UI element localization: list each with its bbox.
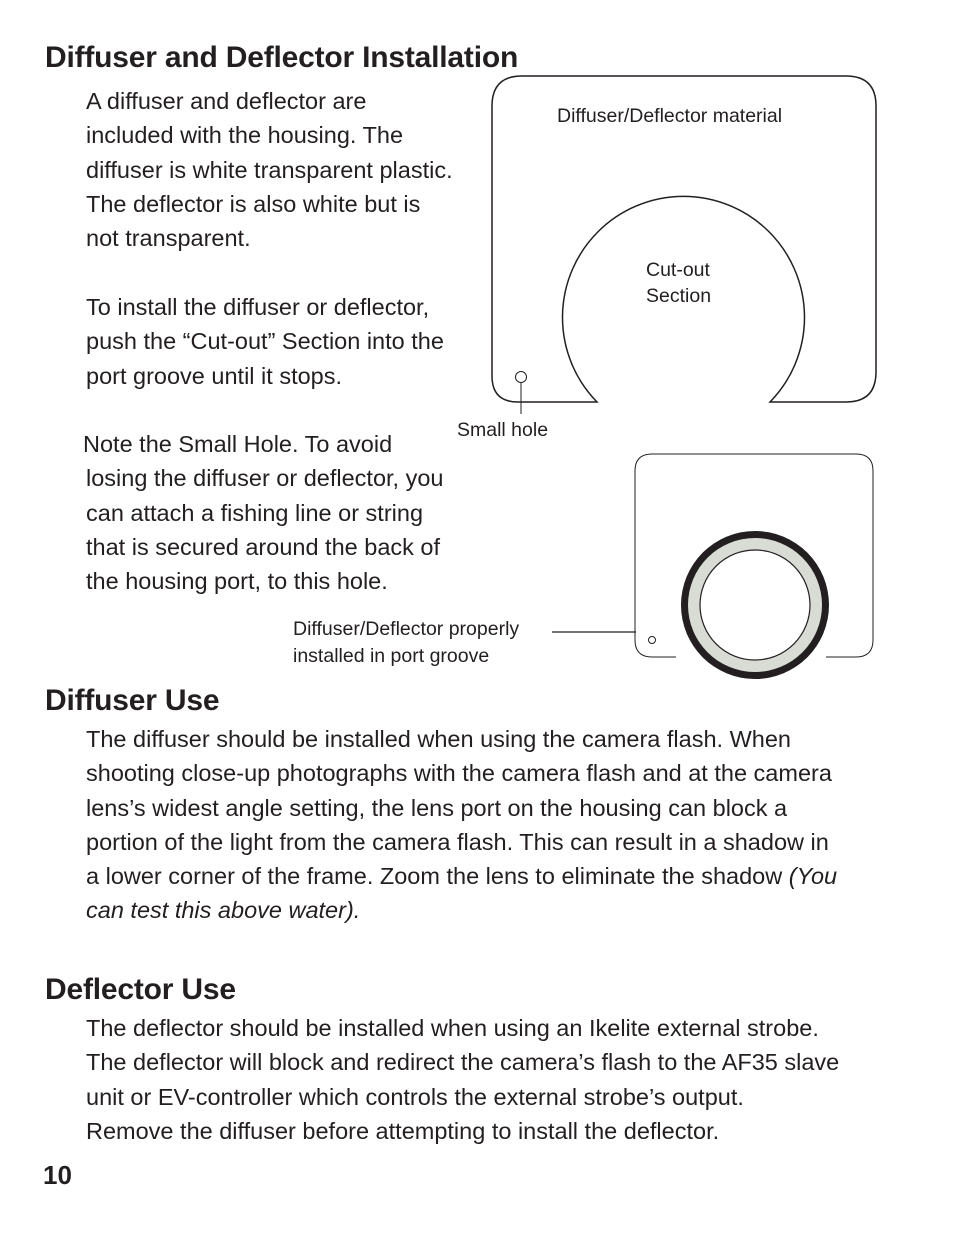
text-fragment: a lower corner of the frame. Zoom the lens to eliminate the shadow <box>86 863 789 890</box>
text-line: The diffuser should be installed when using the camera flash. When <box>86 726 791 752</box>
installation-paragraph-2 <box>86 290 444 393</box>
text-line <box>86 893 837 927</box>
text-line: not transparent. <box>86 225 251 252</box>
installed-small-hole <box>649 637 656 644</box>
cutout-label-line-2: Section <box>646 285 712 307</box>
port-ring-inner <box>700 550 810 660</box>
text-line: portion of the light from the camera flash. This can result in a shadow in <box>86 828 829 855</box>
deflector-use-heading: Deflector Use <box>45 973 236 1006</box>
text-line: To install the diffuser or deflector, <box>86 294 430 320</box>
page-number: 10 <box>43 1160 72 1190</box>
installed-label-line-1: Diffuser/Deflector properly <box>293 618 520 640</box>
text-line: can attach a fishing line or string <box>86 499 424 526</box>
text-line: losing the diffuser or deflector, you <box>86 465 444 492</box>
text-line: The deflector is also white but is <box>86 190 421 217</box>
italic-fragment: (You <box>788 863 838 890</box>
text-line: included with the housing. The <box>86 122 404 149</box>
text-line: shooting close-up photographs with the camera flash and at the camera <box>86 760 832 787</box>
text-line: lens’s widest angle setting, the lens port on the housing can block a <box>86 794 788 821</box>
text-line: push the “Cut-out” Section into the <box>86 328 444 355</box>
cutout-label-line-1: Cut-out <box>646 259 710 281</box>
small-hole-label: Small hole <box>457 419 549 441</box>
installation-paragraph-1 <box>86 84 453 255</box>
text-line: the housing port, to this hole. <box>86 568 388 595</box>
text-line: unit or EV-controller which controls the external strobe’s output. <box>86 1083 744 1110</box>
text-line: that is secured around the back of <box>86 533 441 560</box>
text-line <box>86 859 837 893</box>
text-line: port groove until it stops. <box>86 362 343 389</box>
text-line: A diffuser and deflector are <box>86 88 367 114</box>
diffuser-use-heading: Diffuser Use <box>45 684 220 717</box>
text-line: The deflector will block and redirect the camera’s flash to the AF35 slave <box>86 1049 840 1076</box>
text-line: Remove the diffuser before attempting to install the deflector. <box>86 1117 720 1144</box>
text-line: diffuser is white transparent plastic. <box>86 156 453 183</box>
text-line: Note the Small Hole. To avoid <box>83 431 393 457</box>
text-line: The deflector should be installed when using an Ikelite external strobe. <box>86 1015 819 1041</box>
deflector-use-paragraph <box>86 1011 839 1148</box>
installation-paragraph-3 <box>83 427 444 598</box>
small-hole-marker <box>516 372 527 383</box>
diffuser-use-paragraph <box>86 722 837 928</box>
material-label: Diffuser/Deflector material <box>557 105 783 127</box>
installed-label-line-2: installed in port groove <box>293 645 490 667</box>
installation-heading: Diffuser and Deflector Installation <box>45 41 519 74</box>
italic-fragment: can test this above water). <box>86 897 361 924</box>
